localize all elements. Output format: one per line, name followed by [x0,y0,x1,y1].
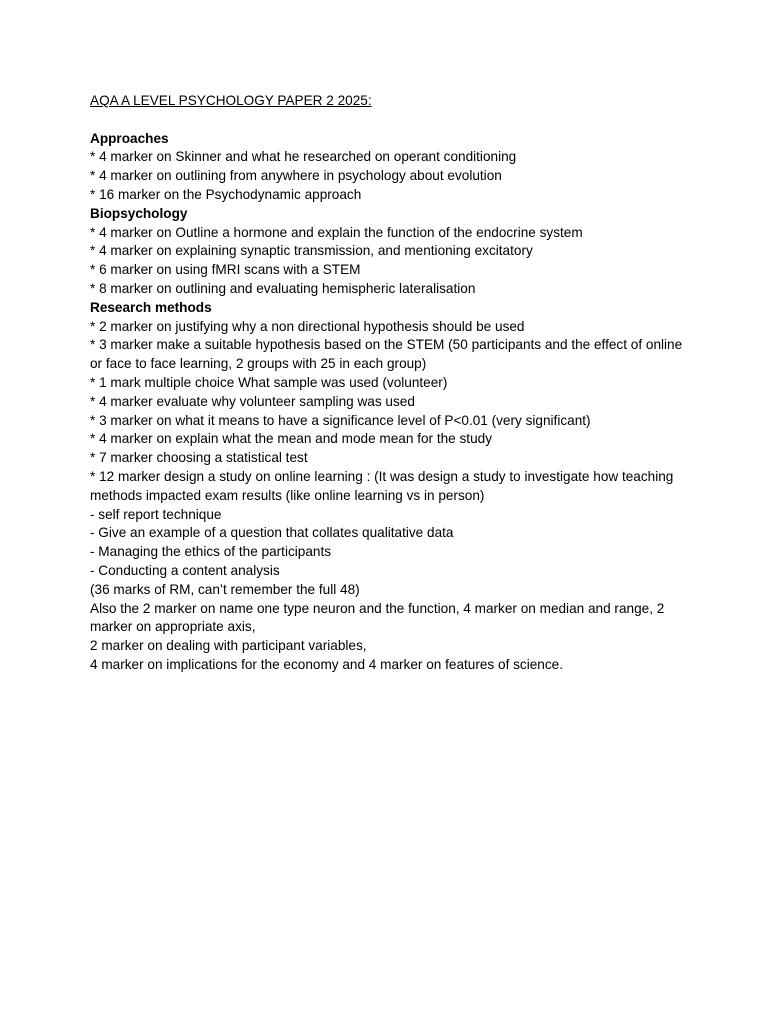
section-biopsychology [90,205,690,299]
document-title: AQA A LEVEL PSYCHOLOGY PAPER 2 2025: [90,93,372,108]
note-line: 4 marker on implications for the economy and 4 marker on features of science. [90,656,563,672]
section-heading: Biopsychology [90,205,188,221]
list-item: * 2 marker on justifying why a non directional hypothesis should be used [90,318,525,334]
sub-list-item: - Give an example of a question that collates qualitative data [90,525,454,541]
section-heading: Approaches [90,130,169,146]
list-item: * 1 mark multiple choice What sample was used (volunteer) [90,374,448,390]
list-item: * 4 marker on Outline a hormone and explain the function of the endocrine system [90,224,583,240]
note-line: (36 marks of RM, can’t remember the full 48) [90,581,360,597]
list-item: * 4 marker on explain what the mean and mode mean for the study [90,431,492,447]
section-research-methods [90,299,690,675]
list-item: * 7 marker choosing a statistical test [90,450,308,466]
sub-list-item: - Managing the ethics of the participants [90,544,332,560]
list-item: * 3 marker make a suitable hypothesis based on the STEM (50 participants and the effect of online or face to face learning, 2 groups with 25 in each group) [90,337,683,372]
list-item: * 8 marker on outlining and evaluating hemispheric lateralisation [90,280,476,296]
list-item: * 3 marker on what it means to have a significance level of P<0.01 (very significant) [90,412,591,428]
list-item: * 6 marker on using fMRI scans with a STEM [90,262,361,278]
section-approaches [90,130,690,205]
list-item: * 4 marker on Skinner and what he researched on operant conditioning [90,149,517,165]
document-body [90,92,690,675]
sub-list-item: - self report technique [90,506,222,522]
note-line: Also the 2 marker on name one type neuron and the function, 4 marker on median and range, 2 marker on appropriate axis, [90,600,665,635]
list-item: * 12 marker design a study on online learning : (It was design a study to investigate how teaching methods impacted exam results (like online learning vs in person) [90,468,674,503]
list-item: * 16 marker on the Psychodynamic approach [90,186,362,202]
section-heading: Research methods [90,299,212,315]
list-item: * 4 marker evaluate why volunteer sampling was used [90,393,415,409]
sub-list-item: - Conducting a content analysis [90,562,280,578]
list-item: * 4 marker on outlining from anywhere in psychology about evolution [90,168,502,184]
note-line: 2 marker on dealing with participant variables, [90,638,367,654]
list-item: * 4 marker on explaining synaptic transmission, and mentioning excitatory [90,243,533,259]
